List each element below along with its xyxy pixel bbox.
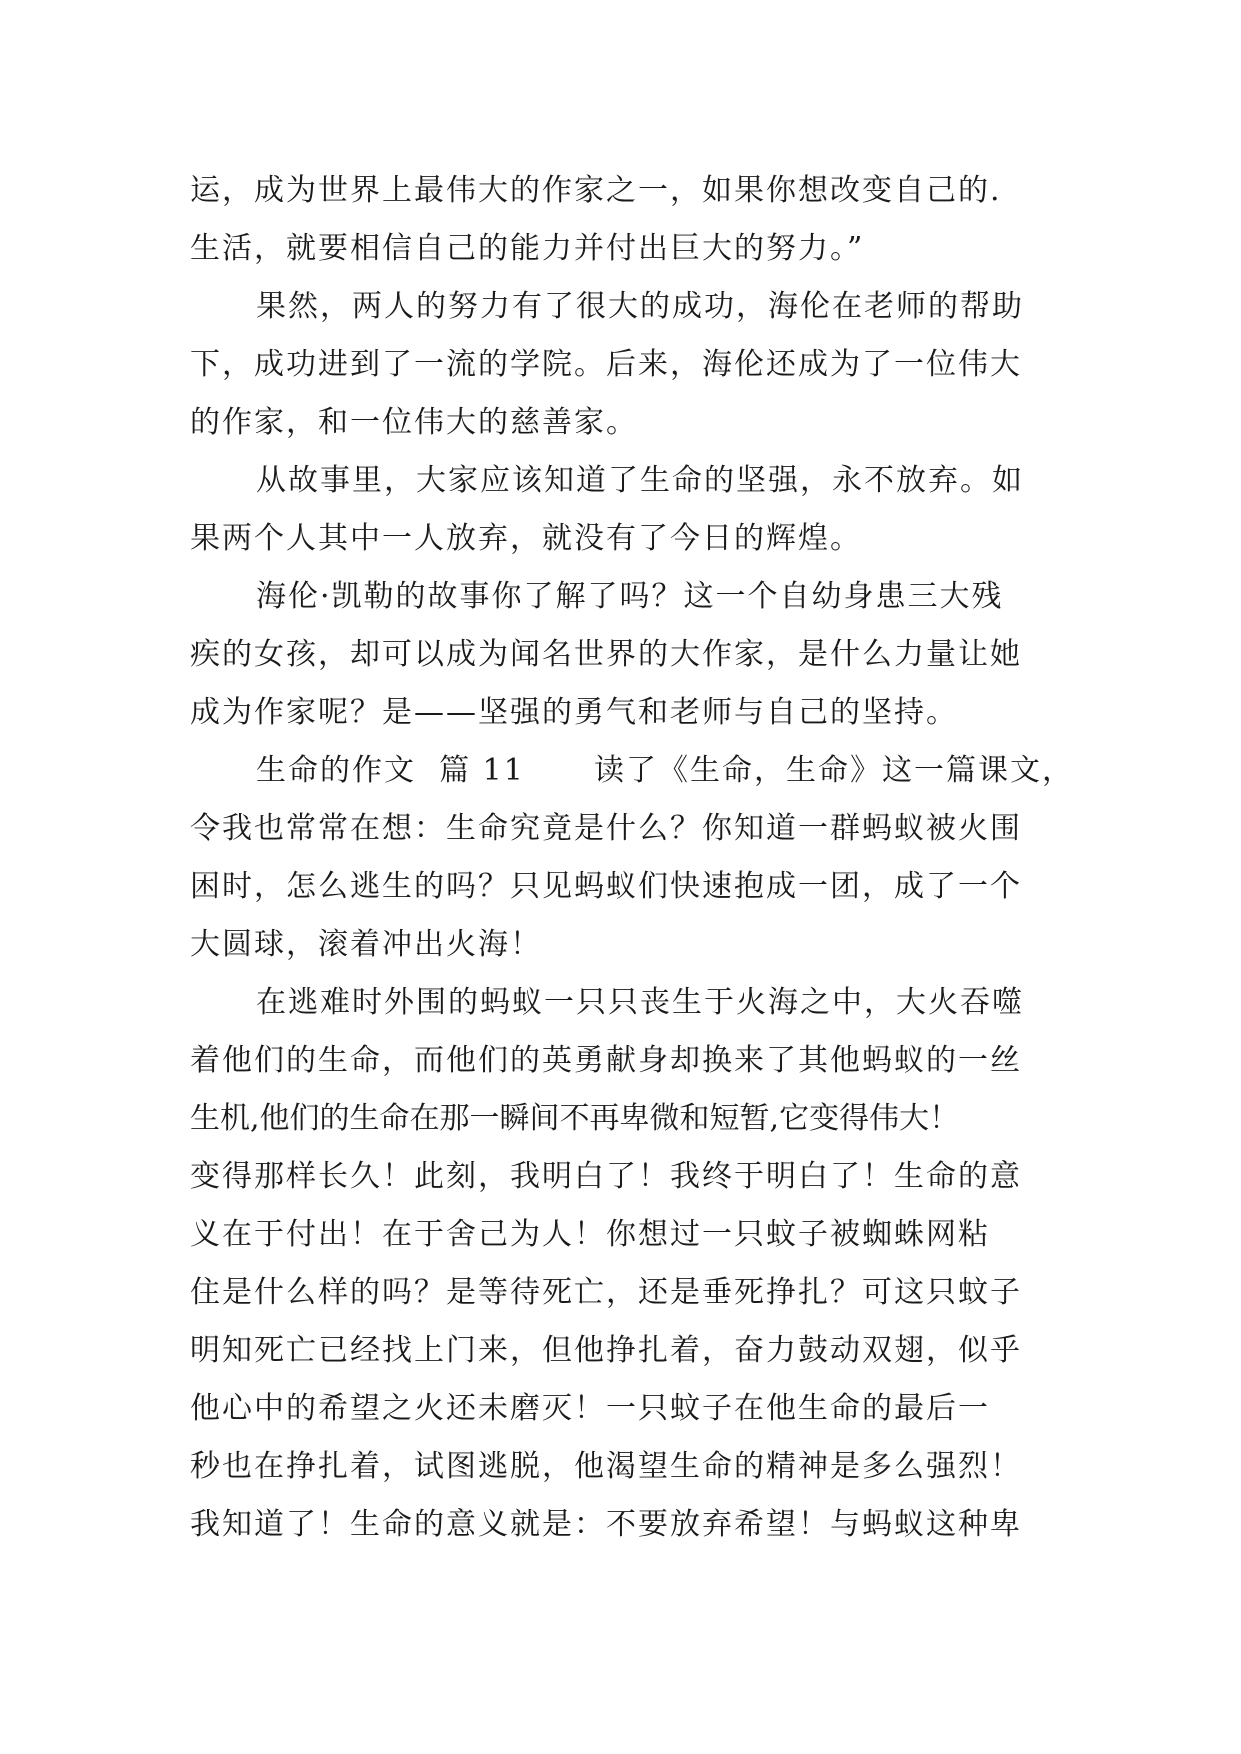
text-line-17: 生机,他们的生命在那一瞬间不再卑微和短暂,它变得伟大！ (190, 1101, 960, 1136)
text-line-4: 下，成功进到了一流的学院。后来，海伦还成为了一位伟大 (190, 347, 1022, 382)
text-line-13: 困时，怎么逃生的吗？只见蚂蚁们快速抱成一团，成了一个 (190, 869, 1022, 904)
text-line-1: 运，成为世界上最伟大的作家之一，如果你想改变自己的. (190, 173, 1002, 208)
paragraph-start-line-3: 果然，两人的努力有了很大的成功，海伦在老师的帮助 (256, 289, 1024, 324)
text-line-16: 着他们的生命，而他们的英勇献身却换来了其他蚂蚁的一丝 (190, 1043, 1022, 1078)
text-line-10: 成为作家呢？是——坚强的勇气和老师与自己的坚持。 (190, 695, 958, 730)
text-line-12: 令我也常常在想：生命究竟是什么？你知道一群蚂蚁被火围 (190, 811, 1022, 846)
text-line-18: 变得那样长久！此刻，我明白了！我终于明白了！生命的意 (190, 1159, 1022, 1194)
text-line-7: 果两个人其中一人放弃，就没有了今日的辉煌。 (190, 521, 862, 556)
text-line-2: 生活，就要相信自己的能力并付出巨大的努力。” (190, 231, 865, 266)
text-line-5: 的作家，和一位伟大的慈善家。 (190, 405, 638, 440)
text-line-14: 大圆球，滚着冲出火海！ (190, 927, 542, 962)
text-line-9: 疾的女孩，却可以成为闻名世界的大作家，是什么力量让她 (190, 637, 1022, 672)
text-line-23: 秒也在挣扎着，试图逃脱，他渴望生命的精神是多么强烈！ (190, 1449, 1022, 1484)
paragraph-start-line-15: 在逃难时外围的蚂蚁一只只丧生于火海之中，大火吞噬 (256, 985, 1024, 1020)
text-line-19: 义在于付出！在于舍己为人！你想过一只蚊子被蜘蛛网粘 (190, 1217, 990, 1252)
text-line-24: 我知道了！生命的意义就是：不要放弃希望！与蚂蚁这种卑 (190, 1507, 1022, 1542)
essay-text-block (190, 162, 1074, 1554)
text-line-22: 他心中的希望之火还未磨灭！一只蚊子在他生命的最后一 (190, 1391, 990, 1426)
paragraph-start-line-6: 从故事里，大家应该知道了生命的坚强，永不放弃。如 (256, 463, 1024, 498)
section-heading-line-11: 生命的作文 篇 11 读了《生命，生命》这一篇课文， (256, 753, 1074, 788)
text-line-20: 住是什么样的吗？是等待死亡，还是垂死挣扎？可这只蚊子 (190, 1275, 1022, 1310)
text-line-21: 明知死亡已经找上门来，但他挣扎着，奋力鼓动双翅，似乎 (190, 1333, 1022, 1368)
paragraph-start-line-8: 海伦·凯勒的故事你了解了吗？这一个自幼身患三大残 (256, 579, 1004, 614)
